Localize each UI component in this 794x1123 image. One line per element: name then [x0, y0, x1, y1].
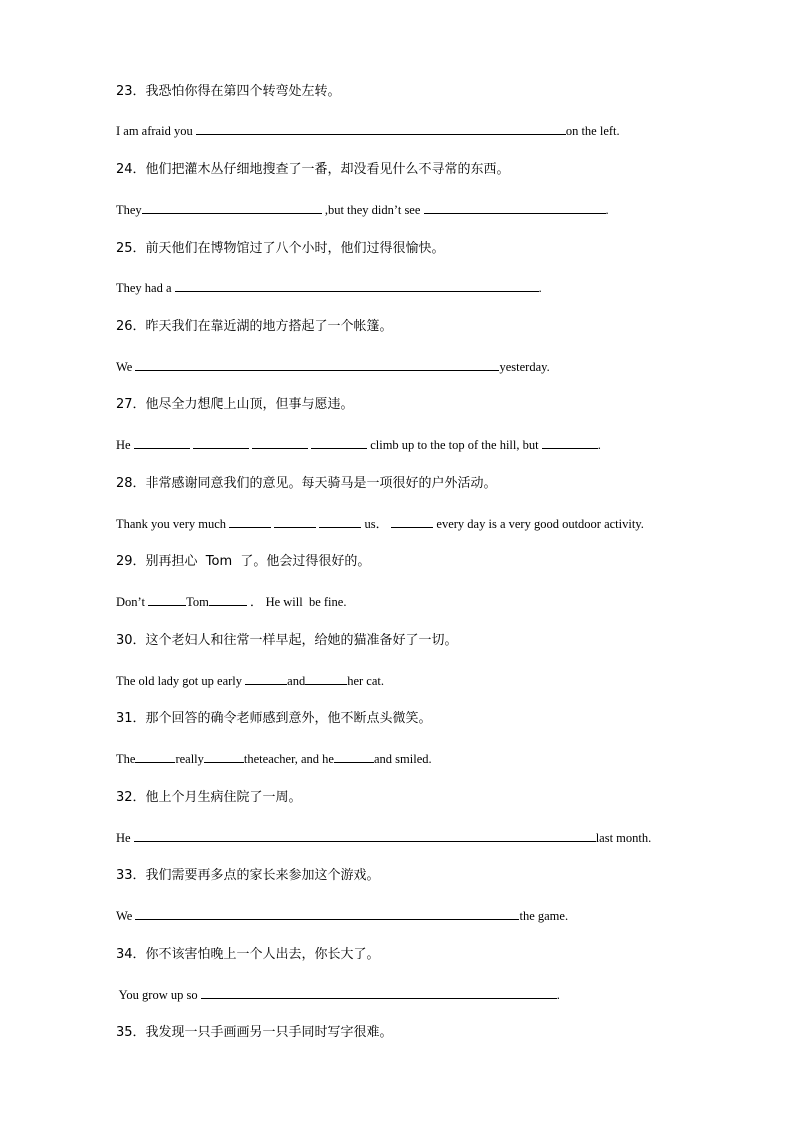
question-33-chinese: 33．我们需要再多点的家长来参加这个游戏。 — [116, 868, 380, 883]
answer-blank[interactable] — [135, 358, 499, 371]
question-34-chinese: 34．你不该害怕晚上一个人出去，你长大了。 — [116, 947, 380, 962]
question-26-chinese: 26．昨天我们在靠近湖的地方搭起了一个帐篷。 — [116, 319, 393, 334]
answer-blank[interactable] — [252, 436, 308, 449]
answer-blank[interactable] — [391, 515, 433, 528]
question-33-english: We the game. — [116, 909, 569, 923]
question-27-english: He climb up to the top of the hill, but . — [116, 438, 601, 452]
question-32-chinese: 32．他上个月生病住院了一周。 — [116, 790, 302, 805]
answer-blank[interactable] — [209, 593, 247, 606]
question-27-chinese: 27．他尽全力想爬上山顶，但事与愿违。 — [116, 397, 354, 412]
question-26-english: We yesterday. — [116, 360, 550, 374]
question-29-chinese: 29．别再担心 Tom 了。他会过得很好的。 — [116, 554, 371, 569]
answer-blank[interactable] — [305, 672, 347, 685]
answer-blank[interactable] — [204, 750, 244, 763]
question-28-english: Thank you very much us． every day is a very good outdoor activity. — [116, 517, 644, 531]
answer-blank[interactable] — [229, 515, 271, 528]
question-24-chinese: 24．他们把灌木丛仔细地搜查了一番，却没看见什么不寻常的东西。 — [116, 162, 510, 177]
question-25-chinese: 25．前天他们在博物馆过了八个小时，他们过得很愉快。 — [116, 241, 445, 256]
answer-blank[interactable] — [542, 436, 598, 449]
question-24-english: They ,but they didn’t see . — [116, 203, 609, 217]
question-28-chinese: 28．非常感谢同意我们的意见。每天骑马是一项很好的户外活动。 — [116, 476, 497, 491]
question-23-chinese: 23．我恐怕你得在第四个转弯处左转。 — [116, 84, 341, 99]
answer-blank[interactable] — [319, 515, 361, 528]
answer-blank[interactable] — [334, 750, 374, 763]
question-31-chinese: 31．那个回答的确令老师感到意外，他不断点头微笑。 — [116, 711, 432, 726]
question-30-chinese: 30．这个老妇人和往常一样早起，给她的猫准备好了一切。 — [116, 633, 458, 648]
question-34-english: You grow up so . — [116, 988, 560, 1002]
question-35-chinese: 35．我发现一只手画画另一只手同时写字很难。 — [116, 1025, 393, 1040]
question-23-english: I am afraid you on the left. — [116, 124, 620, 138]
question-25-english: They had a . — [116, 281, 542, 295]
question-30-english: The old lady got up early and her cat. — [116, 674, 384, 688]
answer-blank[interactable] — [274, 515, 316, 528]
answer-blank[interactable] — [424, 201, 606, 214]
answer-blank[interactable] — [311, 436, 367, 449]
answer-blank[interactable] — [196, 122, 566, 135]
answer-blank[interactable] — [135, 907, 519, 920]
answer-blank[interactable] — [134, 436, 190, 449]
answer-blank[interactable] — [193, 436, 249, 449]
answer-blank[interactable] — [134, 829, 596, 842]
answer-blank[interactable] — [201, 986, 557, 999]
answer-blank[interactable] — [175, 279, 539, 292]
answer-blank[interactable] — [142, 201, 322, 214]
question-29-english: Don’t Tom ． He will be fine. — [116, 595, 347, 609]
answer-blank[interactable] — [148, 593, 186, 606]
answer-blank[interactable] — [135, 750, 175, 763]
answer-blank[interactable] — [245, 672, 287, 685]
question-32-english: He last month. — [116, 831, 652, 845]
question-31-english: The really theteacher, and he and smiled. — [116, 752, 432, 766]
